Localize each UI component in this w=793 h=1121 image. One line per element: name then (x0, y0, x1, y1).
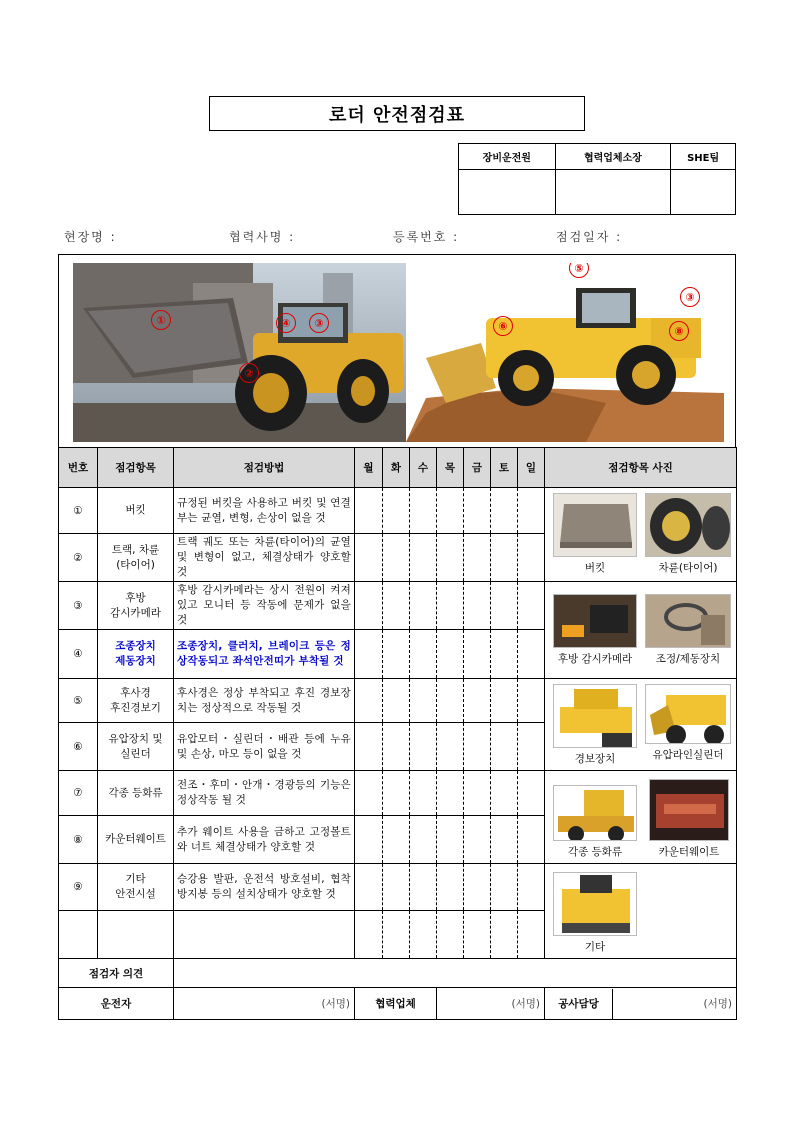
photo-counterweight (649, 779, 729, 859)
check-cell[interactable] (491, 582, 518, 630)
check-cell[interactable] (355, 679, 383, 723)
check-cell[interactable] (518, 582, 545, 630)
check-cell[interactable] (437, 816, 464, 864)
check-cell[interactable] (410, 679, 437, 723)
check-cell[interactable] (464, 771, 491, 816)
caption-hydraulic: 유압라인실린더 (652, 749, 724, 761)
photo-etc (553, 872, 637, 954)
row-item: 조종장치 제동장치 (98, 630, 174, 679)
marker-1: ① (151, 310, 171, 330)
marker-3b: ③ (680, 287, 700, 307)
check-cell[interactable] (464, 864, 491, 911)
check-cell[interactable] (383, 723, 410, 771)
check-cell[interactable] (437, 771, 464, 816)
check-cell[interactable] (464, 816, 491, 864)
header-photos: 점검항목 사진 (545, 448, 737, 488)
check-cell[interactable] (491, 630, 518, 679)
check-cell[interactable] (437, 488, 464, 534)
row-number: ⑧ (59, 816, 98, 864)
approval-col-driver: 장비운전원 (459, 144, 556, 170)
check-cell[interactable] (491, 534, 518, 582)
loader-photo-front (73, 263, 406, 442)
check-cell[interactable] (437, 911, 464, 959)
marker-5: ⑤ (569, 263, 589, 278)
partner-label: 협력업체 (355, 988, 437, 1020)
row-method: 규정된 버킷을 사용하고 버킷 및 연결부는 균열, 변형, 손상이 없을 것 (174, 488, 355, 534)
check-cell[interactable] (437, 534, 464, 582)
check-cell[interactable] (383, 534, 410, 582)
registration-number-label: 등록번호 : (393, 230, 460, 244)
row-number: ③ (59, 582, 98, 630)
check-cell[interactable] (383, 771, 410, 816)
check-cell[interactable] (355, 582, 383, 630)
check-cell[interactable] (437, 679, 464, 723)
row-item: 기타 안전시설 (98, 864, 174, 911)
header-tue: 화 (383, 448, 410, 488)
marker-3: ③ (309, 313, 329, 333)
approval-col-she: SHE팀 (671, 144, 736, 170)
row-method: 후사경은 정상 부착되고 후진 경보장치는 정상적으로 작동될 것 (174, 679, 355, 723)
check-cell[interactable] (410, 582, 437, 630)
marker-8: ⑧ (669, 321, 689, 341)
opinion-row (59, 959, 737, 988)
check-cell[interactable] (491, 816, 518, 864)
row-item: 트랙, 차륜 (타이어) (98, 534, 174, 582)
check-cell[interactable] (355, 534, 383, 582)
row-method: 승강용 발판, 운전석 방호설비, 협착방지봉 등의 설치상태가 양호할 것 (174, 864, 355, 911)
check-cell[interactable] (383, 488, 410, 534)
row-number (59, 911, 98, 959)
check-cell[interactable] (355, 771, 383, 816)
row-method: 추가 웨이트 사용을 금하고 고정볼트와 너트 체결상태가 양호할 것 (174, 816, 355, 864)
check-cell[interactable] (491, 864, 518, 911)
check-cell[interactable] (355, 864, 383, 911)
row-method: 후방 감시카메라는 상시 전원이 켜져있고 모니터 등 작동에 문제가 없을 것 (174, 582, 355, 630)
partner-signature[interactable]: (서명) (437, 988, 545, 1020)
check-cell[interactable] (355, 488, 383, 534)
check-cell[interactable] (410, 723, 437, 771)
check-cell[interactable] (464, 488, 491, 534)
header-mon: 월 (355, 448, 383, 488)
alarm-image (553, 684, 637, 748)
approval-table (458, 143, 736, 215)
header-method: 점검방법 (174, 448, 355, 488)
row-item: 각종 등화류 (98, 771, 174, 816)
row-item: 버킷 (98, 488, 174, 534)
check-cell[interactable] (437, 723, 464, 771)
check-cell[interactable] (491, 911, 518, 959)
opinion-label: 점검자 의견 (59, 959, 174, 988)
check-cell[interactable] (518, 771, 545, 816)
row-method: 전조・후미・안개・경광등의 기능은 정상작동 될 것 (174, 771, 355, 816)
approval-col-manager: 협력업체소장 (555, 144, 671, 170)
check-cell[interactable] (518, 630, 545, 679)
row-number: ① (59, 488, 98, 534)
row-number: ⑤ (59, 679, 98, 723)
row-method: 조종장치, 클러치, 브레이크 등은 정상작동되고 좌석안전띠가 부착될 것 (174, 630, 355, 679)
check-cell[interactable] (464, 679, 491, 723)
caption-camera: 후방 감시카메라 (557, 653, 633, 665)
check-cell[interactable] (383, 630, 410, 679)
approval-sign-cell[interactable] (459, 170, 556, 215)
check-cell[interactable] (518, 864, 545, 911)
check-cell[interactable] (383, 582, 410, 630)
row-method: 유압모터・실린더・배관 등에 누유 및 손상, 마모 등이 없을 것 (174, 723, 355, 771)
inspection-date-label: 점검일자 : (556, 230, 623, 244)
caption-etc: 기타 (584, 941, 606, 953)
row-method: 트랙 궤도 또는 차륜(타이어)의 균열 및 변형이 없고, 체결상태가 양호할 것 (174, 534, 355, 582)
check-cell[interactable] (410, 771, 437, 816)
header-thu: 목 (437, 448, 464, 488)
hydraulic-image (645, 684, 731, 744)
check-cell[interactable] (383, 679, 410, 723)
check-cell[interactable] (518, 911, 545, 959)
header-sun: 일 (518, 448, 545, 488)
marker-6: ⑥ (493, 316, 513, 336)
check-cell[interactable] (518, 534, 545, 582)
check-cell[interactable] (383, 816, 410, 864)
row-number: ⑥ (59, 723, 98, 771)
check-cell[interactable] (491, 723, 518, 771)
row-number: ⑦ (59, 771, 98, 816)
site-name-label: 현장명 : (64, 230, 117, 244)
photo-lights (553, 785, 637, 859)
check-cell[interactable] (355, 911, 383, 959)
check-cell[interactable] (383, 911, 410, 959)
check-cell[interactable] (355, 630, 383, 679)
photo-hydraulic (645, 684, 731, 762)
etc-image (553, 872, 637, 936)
company-name-label: 협력사명 : (229, 230, 296, 244)
check-cell[interactable] (491, 771, 518, 816)
check-cell[interactable] (491, 488, 518, 534)
camera-image (553, 594, 637, 648)
check-cell[interactable] (464, 534, 491, 582)
marker-2: ② (239, 363, 259, 383)
header-wed: 수 (410, 448, 437, 488)
controls-image (645, 594, 731, 648)
caption-controls: 조정/제동장치 (655, 653, 721, 665)
loader-photo-side (406, 263, 724, 442)
check-cell[interactable] (464, 911, 491, 959)
check-cell[interactable] (464, 582, 491, 630)
row-item: 후사경 후진경보기 (98, 679, 174, 723)
check-cell[interactable] (410, 630, 437, 679)
check-cell[interactable] (464, 630, 491, 679)
approval-sign-cell[interactable] (555, 170, 671, 215)
row-number: ④ (59, 630, 98, 679)
page-title: 로더 안전점검표 (209, 96, 585, 131)
photo-bucket (553, 493, 637, 575)
check-cell[interactable] (355, 723, 383, 771)
opinion-field[interactable] (174, 959, 737, 988)
marker-4: ④ (276, 313, 296, 333)
check-cell[interactable] (437, 630, 464, 679)
photo-controls (645, 594, 731, 666)
manager-label: 공사담당 (545, 989, 613, 1019)
check-cell[interactable] (410, 911, 437, 959)
check-cell[interactable] (518, 488, 545, 534)
driver-label: 운전자 (59, 988, 174, 1020)
header-no: 번호 (59, 448, 98, 488)
check-cell[interactable] (464, 723, 491, 771)
row-item (98, 911, 174, 959)
driver-signature[interactable]: (서명) (174, 988, 355, 1020)
check-cell[interactable] (437, 582, 464, 630)
check-cell[interactable] (491, 679, 518, 723)
header-item: 점검항목 (98, 448, 174, 488)
caption-counterweight: 카운터웨이트 (658, 846, 720, 858)
row-item: 유압장치 및 실린더 (98, 723, 174, 771)
row-item: 후방 감시카메라 (98, 582, 174, 630)
caption-alarm: 경보장치 (574, 753, 616, 765)
photo-wheel (645, 493, 731, 575)
check-cell[interactable] (518, 816, 545, 864)
wheel-image (645, 493, 731, 557)
photo-camera (553, 594, 637, 666)
row-item: 카운터웨이트 (98, 816, 174, 864)
manager-signature[interactable]: (서명) (703, 998, 732, 1010)
check-cell[interactable] (410, 816, 437, 864)
check-cell[interactable] (355, 816, 383, 864)
caption-lights: 각종 등화류 (567, 846, 623, 858)
check-cell[interactable] (518, 679, 545, 723)
photo-alarm (553, 684, 637, 766)
caption-wheel: 차륜(타이어) (658, 562, 718, 574)
check-cell[interactable] (437, 864, 464, 911)
caption-bucket: 버킷 (584, 562, 606, 574)
check-cell[interactable] (518, 723, 545, 771)
signature-row (59, 988, 737, 1020)
check-cell[interactable] (383, 864, 410, 911)
check-cell[interactable] (410, 534, 437, 582)
lights-image (553, 785, 637, 841)
bucket-image (553, 493, 637, 557)
header-fri: 금 (464, 448, 491, 488)
check-cell[interactable] (410, 488, 437, 534)
check-cell[interactable] (410, 864, 437, 911)
manager-cell (545, 988, 737, 1020)
counterweight-image (649, 779, 729, 841)
row-number: ② (59, 534, 98, 582)
row-method (174, 911, 355, 959)
header-sat: 토 (491, 448, 518, 488)
row-number: ⑨ (59, 864, 98, 911)
approval-sign-cell[interactable] (671, 170, 736, 215)
